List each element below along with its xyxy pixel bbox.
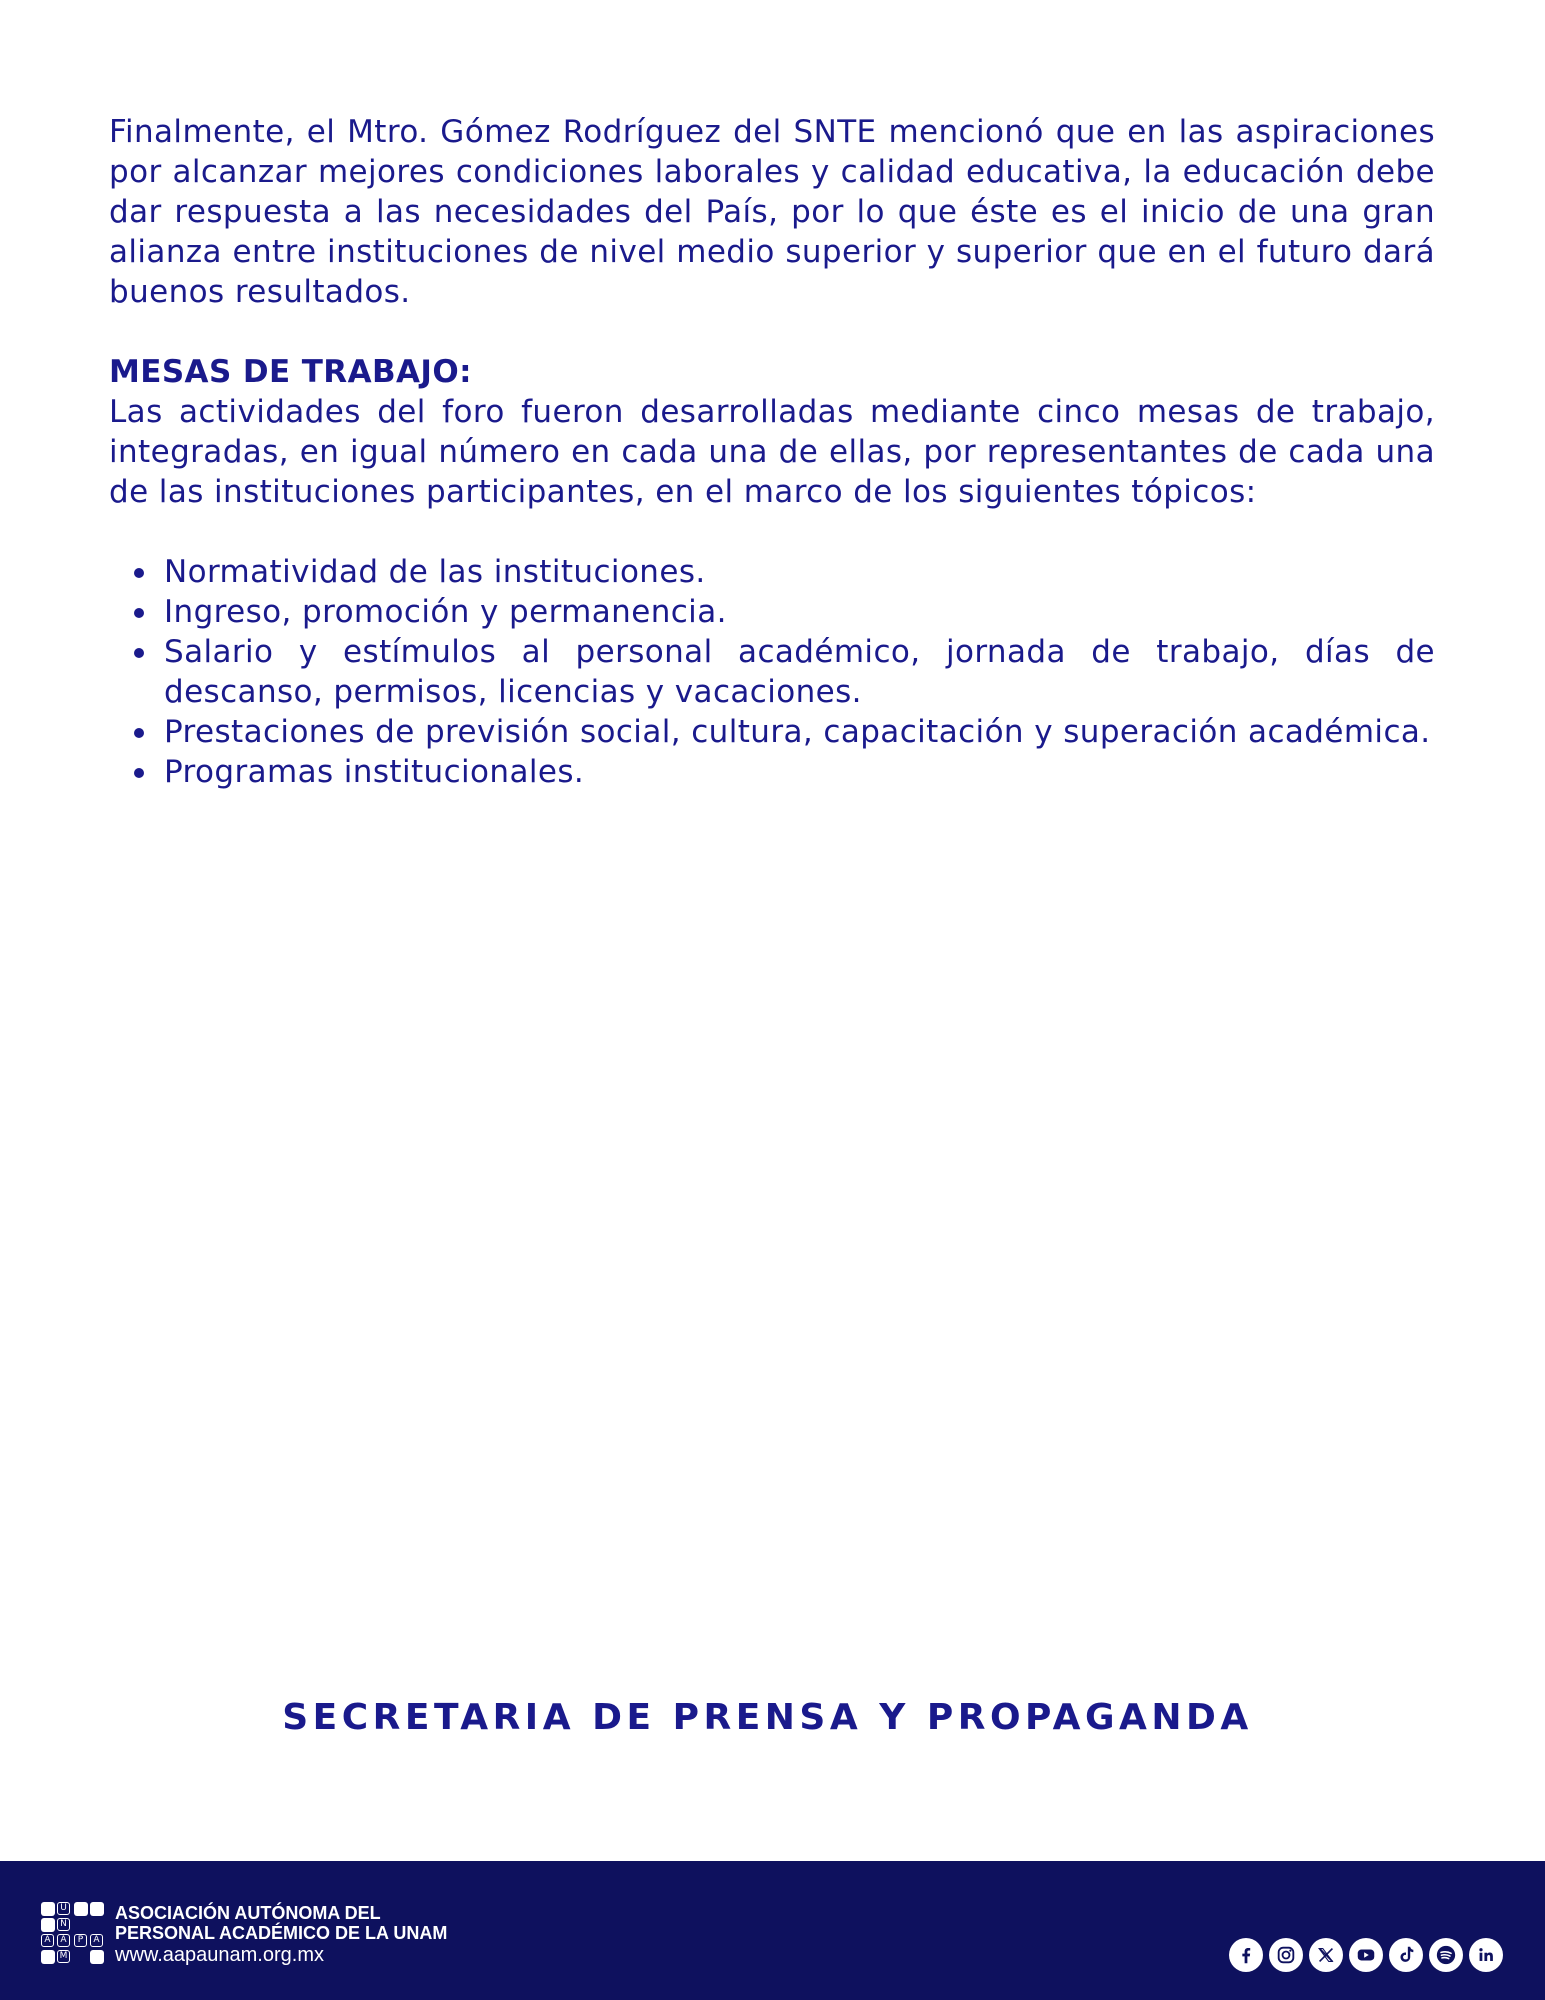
social-links: [1229, 1938, 1503, 1972]
facebook-icon[interactable]: [1229, 1938, 1263, 1972]
logo-cell: [90, 1902, 104, 1916]
logo-cell: A: [41, 1934, 54, 1947]
logo-cell: A: [90, 1934, 103, 1947]
list-item: Ingreso, promoción y permanencia.: [164, 592, 1435, 632]
list-item: Programas institucionales.: [164, 752, 1435, 792]
list-item: Salario y estímulos al personal académico, jornada de trabajo, días de descanso, permisos, licencias y vacaciones.: [164, 634, 1435, 710]
logo-cell: P: [74, 1934, 87, 1947]
organization-name-line1: ASOCIACIÓN AUTÓNOMA DEL: [115, 1903, 381, 1923]
logo-cell: N: [57, 1918, 70, 1931]
organization-name: [115, 1903, 447, 1943]
logo-cell: U: [57, 1902, 70, 1915]
spotify-icon[interactable]: [1429, 1938, 1463, 1972]
logo-cell: [41, 1950, 55, 1964]
paragraph-closing-remarks: Finalmente, el Mtro. Gómez Rodríguez del SNTE mencionó que en las aspiraciones por alcanzar mejores condiciones laborales y calidad educativa, la educación debe dar respuesta a las necesidades del País, por lo que éste es el inicio de una gran alianza entre instituciones de nivel medio superior y superior que en el futuro dará buenos resultados.: [109, 114, 1435, 310]
aapaunam-logo-icon: [41, 1902, 104, 1965]
logo-cell: M: [57, 1950, 70, 1963]
footer-bar: [0, 1861, 1545, 2000]
section-heading: MESAS DE TRABAJO:: [109, 354, 472, 390]
logo-cell: [74, 1902, 88, 1916]
topics-list: [109, 552, 1435, 792]
organization-name-line2: PERSONAL ACADÉMICO DE LA UNAM: [115, 1923, 448, 1943]
logo-cell: [41, 1902, 55, 1916]
instagram-icon[interactable]: [1269, 1938, 1303, 1972]
tiktok-icon[interactable]: [1389, 1938, 1423, 1972]
logo-cell: [90, 1950, 104, 1964]
linkedin-icon[interactable]: [1469, 1938, 1503, 1972]
logo-cell: A: [57, 1934, 70, 1947]
paragraph-working-tables: Las actividades del foro fueron desarrolladas mediante cinco mesas de trabajo, integradas, en igual número en cada una de ellas, por representantes de cada una de las instituciones participantes, en el marco de los siguientes tópicos:: [109, 394, 1435, 510]
youtube-icon[interactable]: [1349, 1938, 1383, 1972]
x-icon[interactable]: [1309, 1938, 1343, 1972]
signature-department: SECRETARIA DE PRENSA Y PROPAGANDA: [282, 1697, 1253, 1738]
document-body: [109, 112, 1435, 792]
website-link[interactable]: www.aapaunam.org.mx: [115, 1944, 324, 1966]
logo-cell: [41, 1918, 55, 1932]
list-item: Normatividad de las instituciones.: [164, 552, 1435, 592]
list-item: Prestaciones de previsión social, cultura, capacitación y superación académica.: [164, 712, 1435, 752]
